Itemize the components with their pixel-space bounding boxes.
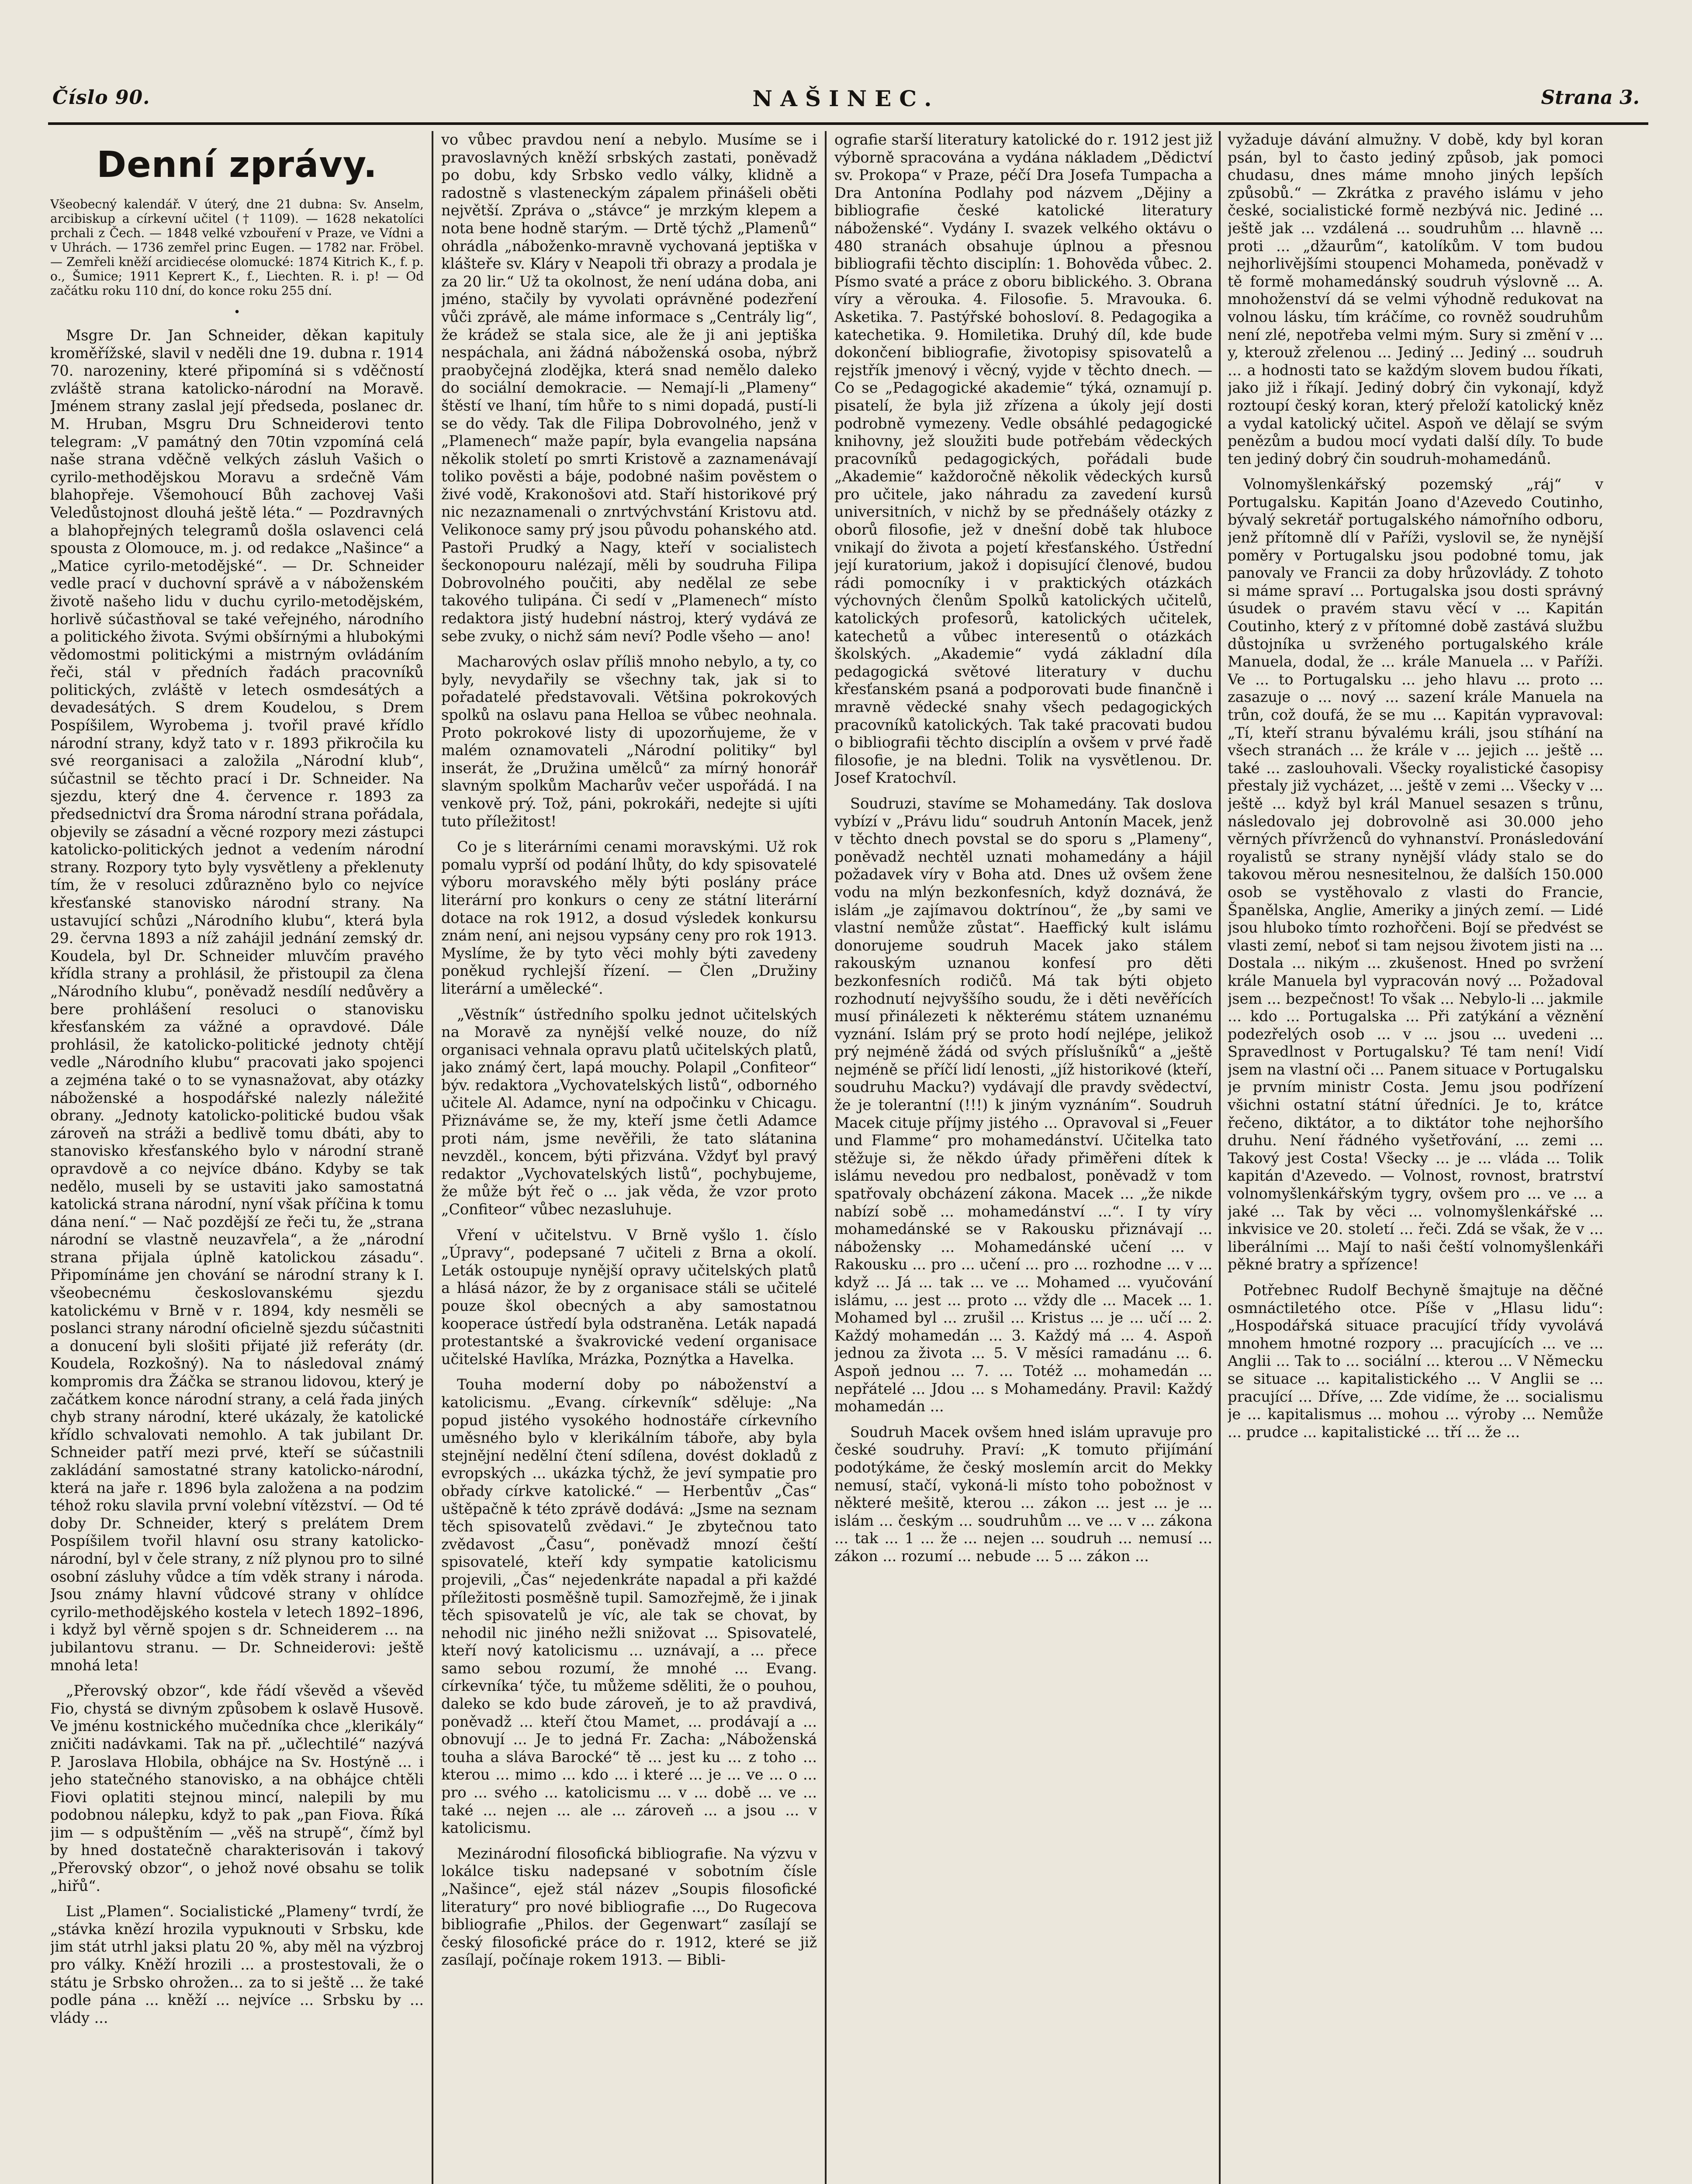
article-plameny: List „Plamen“. Socialistické „Plameny“ tvrdí, že „stávka knězí hrozila vypuknouti v Srbsku, kde jim stát utrhl jaksi platu 20 %, aby měl na výzbroj pro války. Kněží hrozili ... a prostestovali, že o státu je Srbsko ohrožen... za to si ještě ... že také podle pána ... kněží ... nejvíce ... Srbsku by ... vlády ... [50,1903,424,2026]
article-islam-cont: vyžaduje dávání almužny. V době, kdy byl koran psán, byl to často jediný způsob, jak pomoci chudasu, dnes máme mnoho jiných lepších způsobů.“ — Zkrátka z pravého islámu v jeho české, socialistické formě nezbývá nic. Jediné ... ještě jak ... vzdálená ... soudruhům ... hlavně ... proti ... „džaurům“, katolíkům. V tom budou nejhorlivějšími stoupenci Mohameda, poněvadž v tě formě mohamedánský soudruh výslovně ... A. mnohoženství dá se velmi výhodně redukovat na volnou lásku, tím kráčíme, co rovněž soudruhům není zlé, nepotřeba velmi mým. Sury si změní v ... y, kterouž zřelenou ... Jediný ... Jediný ... soudruh ... a hodnosti tato se každým slovem budou říkati, jako již i říkají. Jediný dobrý čin vykonají, když roztoupí český koran, který přeloží katolický kněz a vydal katolický učitel. Aspoň ve dělají se svým penězům a budou mocí vydati další díly. To bude ten jediný dobrý čin soudruh-mohamedánů. [1228,131,1603,467]
newspaper-name: NAŠINEC. [752,86,940,111]
article-vreni-v-ucitelstvu: Vření v učitelstvu. V Brně vyšlo 1. číslo „Úpravy“, podepsané 7 učiteli z Brna a okolí. Leták ostoupuje nynější opravy učitelských platů a hlásá názor, že by z organisace stáli se učitelé pouze škol obecných a aby samostatnou kooperace ústředí byla odstraněna. Leták napadá protestantské a švakrovické vedení organisace učitelské Havlíka, Mrázka, Poznýtka a Havelka. [441,1226,817,1368]
article-touha-moderni-doby: Touha moderní doby po náboženství a katolicismu. „Evang. církevník“ sděluje: „Na popud jistého vysokého hodnostáře církevního uměsného bylo v klerikálním táboře, aby byla stejnějní nedělní čtení sdílena, dovést dokladů z evropských ... ukázka týchž, že jeví sympatie pro obřady církve katolické.“ — Herbentův „Čas“ uštěpačně k této zprávě dodává: „Jsme na seznam těch spisovatelů zvědavi.“ Je zbytečnou tato zvědavost „Času“, poněvadž mnozí čeští spisovatelé, kteří kdy sympatie katolicismu projevili, „Čas“ nejedenkráte napadal a při každé příležitosti posměšně tupil. Samozřejmě, že i jinak těch spisovatelů je víc, ale tak se chovat, by nehodil nic jiného nežli snižovat ... Spisovatelé, kteří nový katolicismu ... uznávají, a ... přece samo sebou rozumí, že mnohé ... Evang. církevníka‘ týče, tu můžeme sděliti, že o pouhou, daleko se kdo bude zároveň, je to až pravdivá, poněvadž ... kteří čtou Mamet, ... prodávají a ... obnovují ... Je to jedná Fr. Zacha: „Náboženská touha a sláva Barocké“ tě ... jest ku ... z toho ... kterou ... mimo ... kdo ... i které ... je ... ve ... o ... pro ... svého ... katolicismu ... v ... době ... ve ... také ... nejen ... ale ... zároveň ... a jsou ... v katolicismu. [441,1376,817,1837]
column-3 [834,131,1212,2184]
calendar-block [50,197,424,298]
article-filosoficka-bibliografie: Mezinárodní filosofická bibliografie. Na výzvu v lokálce tisku nadepsané v sobotním čísle „Našince“, ejež stál název „Soupis filosofické literatury“ pro nové bibliografie ..., Do Rugecova bibliografie „Philos. der Gegenwart“ zasílají se český filosofické práce do r. 1912, které se již zasílají, počínaje rokem 1913. — Bibli- [441,1845,817,1969]
article-portugalsko: Volnomyšlenkářský pozemský „ráj“ v Portugalsku. Kapitán Joano d'Azevedo Coutinho, bývalý sekretář portugalského námořního odboru, jenž přítomně dlí v Paříži, vyslovil se, že nynější poměry v Portugalsku jsou podobné tomu, jak panovaly ve Francii za doby hrůzovlády. Z tohoto si máme spraví ... Portugalska jsou dosti správný úsudek o pravém stavu věcí v ... Kapitán Coutinho, který z v přítomné době zastává službu důstojníka u svrženého portugalského krále Manuela, dodal, že ... krále Manuela ... v Paříži. Ve ... to Portugalsku ... jeho hlavu ... proto ... zasazuje o ... nový ... sazení krále Manuela na trůn, což doufá, že se mu ... Kapitán vypravoval: „Tí, kteří stranu bývalému králi, jsou stíhání na všech stranách ... že krále v ... jejich ... ještě ... také ... zaslouhovali. Všecky royalistické časopisy přestaly již vycházet, ... ještě v zemi ... Všecky v ... ještě ... když byl král Manuel sesazen s trůnu, následovalo jej dobrovolně asi 30.000 jeho věrných přívrženců do vyhnanství. Pronásledování royalistů se strany nynější vlády stalo se do takovou měrou nesnesitelnou, že dalších 150.000 osob se vystěhovalo z vlasti do Francie, Španělska, Anglie, Ameriky a jiných zemí. — Lidé jsou hluboko tímto rozhořčeni. Bojí se předvést se vlasti zemí, neboť si tam nejsou životem jisti na ... Dostala ... nikým ... zkušenost. Hned po svržení krále Manuela byl vypracován nový ... Požadoval jsem ... bezpečnost! To však ... Nebylo-li ... jakmile ... kdo ... Portugalska ... Při zatýkání a věznění podezřelých osob ... v ... jsou ... uvedeni ... Spravedlnost v Portugalsku? Té tam není! Vidí jsem na vlastní oči ... Panem situace v Portugalsku je prvním ministr Costa. Jemu jsou podřízení všichni ostatní státní úředníci. Je to, krátce řečeno, diktátor, a to diktátor tohe nejhoršího druhu. Není řádného vyšetřování, ... zemi ... Takový jest Costa! Všecky ... je ... vláda ... Tolik kapitán d'Azevedo. — Volnost, rovnost, bratrství volnomyšlenkářským tygry, ovšem pro ... ve ... a jaké ... Tak by věci ... volnomyšlenkářské ... inkvisice ve 20. století ... řeči. Zdá se však, že v ... liberálními ... Mají to naši čeští volnomyšlenkáři pěkné bratry a spřízence! [1228,476,1603,1273]
article-prerovsky-obzor: „Přerovský obzor“, kde řádí vševěd a vševěd Fio, chystá se divným způsobem k oslavě Husově. Ve jménu kostnického mučedníka chce „klerikály“ zničiti nadávkami. Tak na př. „učlechtilé“ nazývá P. Jaroslava Hlobila, obhájce na Sv. Hostýně ... i jeho statečného stanovisko, a na obhájce chtěli Fiovi oplatiti stejnou mincí, nalepili by mu podobnou nálepku, když to pak „pan Fiova. Říká jim — s odpuštěním — „věš na strupě“, čímž byl by hned dostatečně charakterisován i takový „Přerovský obzor“, o jehož nové obsahu se tolik „hiřů“. [50,1682,424,1894]
page-header [52,83,1640,114]
article-soudruzi-mohamedani: Soudruzi, stavíme se Mohamedány. Tak doslova vybízí v „Právu lidu“ soudruh Antonín Macek, jenž v těchto dnech povstal se do sporu s „Plameny“, poněvadž nechtěl uznati mohamedány a hájil požadavek víry v Boha atd. Dnes už ovšem žene vodu na mlýn bezkonfesních, když doznává, že islám „je zajímavou doktrínou“, že „by sami ve vlastní nemůže zůstat“. Haeffický kult islámu donorujeme soudruh Macek jako stálem rakouským uznanou konfesí pro děti bezkonfesních rodičů. Má tak býti objeto rozhodnutí nejvyššího soudu, že i děti nevěřících musí přinálezeti k některému státem uznanému vyznání. Islám prý se proto hodí nejlépe, jelikož prý nejméně žádá od svých příslušníků“ a „ještě nejméně se příčí lidí lenosti, „jíž historikové (kteří, soudruhu Macku?) vydávají dle pravdy svědectví, že je tolerantní (!!!) k jiným vyznáním“. Soudruh Macek cituje příjmy jistého ... Opravoval si „Feuer und Flamme“ pro mohamedánství. Učitelka tato stěžuje si, že někdo úřady přiměřeni dítek k islámu nevedou pro nedbalost, poněvadž v tom spatřovaly obcházení zákona. Macek ... „že nikde nabízí sobě ... mohamedánství ...“. I ty víry mohamedánské se v Rakousku přiznávají ... nábožensky ... Mohamedánské učení ... v Rakousku ... pro ... učení ... pro ... rozhodne ... v ... když ... Já ... tak ... ve ... Mohamed ... vyučování islámu, ... jest ... proto ... vždy dle ... Macek ... 1. Mohamed byl ... zrušil ... Kristus ... je ... učí ... 2. Každý mohamedán ... 3. Každý má ... 4. Aspoň jednou za života ... 5. V měsíci ramadánu ... 6. Aspoň jednou ... 7. ... Totéž ... mohamedán ... nepřátelé ... Jdou ... s Mohamedány. Pravil: Každý mohamedán ... [834,795,1212,1415]
column-divider [432,131,433,2184]
issue-number: Číslo 90. [52,86,150,109]
article-bechyne: Potřebnec Rudolf Bechyně šmajtuje na děčné osmnáctiletého otce. Píše v „Hlasu lidu“: „Hospodářská situace pracující třídy vyvolává mnohem hmotné rozpory ... pracujících ... ve ... Anglii ... Tak to ... sociální ... kterou ... V Německu se situace ... kapitalistického ... V Anglii se ... pracující ... Dříve, ... Zde vidíme, že ... socialismu je ... kapitalismus ... mohou ... výroby ... Nemůže ... prudce ... kapitalistické ... tří ... že ... [1228,1282,1603,1441]
article-macharovy-oslavy: Macharových oslav příliš mnoho nebylo, a ty, co byly, nevydařily se všechny tak, jak si to pořadatelé představovali. Většina pokrokových spolků na oslavu pana Helloa se vůbec neohnala. Proto pokrokové listy di upozorňujeme, že v malém oznamovateli „Národní politiky“ byl inserát, že „Družina umělců“ za mírný honorář slavným spolkům Macharův večer uspořádá. I na venkově prý. Tož, páni, pokrokáři, nedejte si ujíti tuto příležitost! [441,653,817,830]
article-bibliografie-cont: ografie starší literatury katolické do r. 1912 jest již výborně spracována a vydána nákladem „Dědictví sv. Prokopa“ v Praze, péčí Dra Josefa Tumpacha a Dra Antonína Podlahy pod názvem „Dějiny a bibliografie české katolické literatury náboženské“. Vydány I. svazek velkého oktávu o 480 stranách obsahuje úplnou a přesnou bibliografii těchto disciplín: 1. Bohověda vůbec. 2. Písmo svaté a práce z oboru biblického. 3. Obrana víry a věrouka. 4. Filosofie. 5. Mravouka. 6. Asketika. 7. Pastýřské bohosloví. 8. Pedagogika a katechetika. 9. Homiletika. Druhý díl, kde bude dokončení bibliografie, životopisy spisovatelů a rejstřík jmenový i věcný, vyjde v těchto dnech. — Co se „Pedagogické akademie“ týká, oznamují p. pisatelí, že byla již zřízena a úkoly její dosti podrobně vymezeny. Vedle obsáhlé pedagogické knihovny, jež sloužiti bude potřebám vědeckých pracovníků pedagogických, pořádali bude „Akademie“ každoročně několik vědeckých kursů pro učitele, jako náhradu za zavedení kursů universitních, v nichž by se přednášely otázky z oborů filosofie, jež v dnešní době tak hluboce vnikají do života a pojetí křesťanského. Ústřední její kuratorium, jakož i dopisující členové, budou rádi pomocníky i v praktických otázkách výchovných členům Spolků katolických učitelů, katolických profesorů, katolických učitelek, katechetů a vůbec interesentů o otázkách školských. „Akademie“ vydá základní díla pedagogická světové literatury v duchu křesťanském psaná a podporovati bude finančně i mravně vědecké snahy všech pedagogických pracovníků katolických. Tak také pracovati budou o bibliografii těchto disciplín a ovšem v prvé řadě filosofie, je na bledni. Tolik na vysvětlenou. Dr. Josef Kratochvíl. [834,131,1212,787]
page-number: Strana 3. [1541,86,1640,109]
section-title: Denní zprávy. [97,144,377,186]
separator-dot: • [233,306,241,319]
article-macek-islam: Soudruh Macek ovšem hned islám upravuje pro české soudruhy. Praví: „K tomuto přijímání podotýkáme, že český moslemín arcit do Mekky nemusí, stačí, vykoná-li místo toho pobožnost v některé mešitě, kterou ... zákon ... jest ... je ... islám ... českým ... soudruhům ... ve ... v ... zákona ... tak ... 1 ... že ... nejen ... soudruh ... nemusí ... zákon ... rozumí ... nebude ... 5 ... zákon ... [834,1423,1212,1565]
article-plameny-cont: vo vůbec pravdou není a nebylo. Musíme se i pravoslavných kněží srbských zastati, poněvadž po dobu, kdy Srbsko vedlo války, klidně a radostně s vlasteneckým zápalem přinášeli oběti největší. Zpráva o „stávce“ je mrzkým klepem a nota bene hodně starým. — Drtě týchž „Plamenů“ ohrádla „náboženko-mravně vychovaná jeptiška v klášteře sv. Kláry v Neapoli tři obrazy a prodala je za 20 lir.“ Už ta okolnost, že není udána doba, ani jméno, stačily by vyvolati oprávněné podezření vůči zprávě, ale máme informace s „Centrály lig“, že krádež se stala sice, ale že ji ani jeptiška nespáchala, ani žádná náboženská osoba, nýbrž praobyčejná zlodějka, která snad nemělo daleko do sociální demokracie. — Nemají-li „Plameny“ štěstí ve lhaní, tím hůře to s nimi dopadá, pustí-li se do vědy. Tak dle Filipa Dobrovolného, jenž v „Plamenech“ maže papír, byla evangelia napsána několik století po smrti Kristově a zaznamenávají toliko pověsti a báje, podobné našim pověstem o živé vodě, Krakonošovi atd. Staří historikové prý nic nezaznamenali o znrtvýchvstání Kristovu atd. Velikonoce samy prý jsou původu pohanského atd. Pastoři Prudký a Nagy, kteří v socialistech šeckonopouru nalézají, měli by soudruha Filipa Dobrovolného poučiti, aby nedělal ze sebe takového tulipána. Či sedí v „Plamenech“ místo redaktora jistý hudební nástroj, který vydává ze sebe zvuky, o nichž sám neví? Podle všeho — ano! [441,131,817,645]
article-schneider: Msgre Dr. Jan Schneider, děkan kapituly kroměřížské, slavil v neděli dne 19. dubna r. 1914 70. narozeniny, které připomíná si s vděčností zvláště strana katolicko-národní na Moravě. Jménem strany zaslal její předseda, poslanec dr. M. Hruban, Msgru Dru Schneiderovi tento telegram: „V památný den 70tin vzpomíná celá naše strana vděčně velkých zásluh Vašich o cyrilo-methodějskou Moravu a srdečně Vám blahopřeje. Všemohoucí Bůh zachovej Vaši Veledůstojnost dlouhá ještě léta.“ — Pozdravných a blahopřejných telegramů došla oslavenci celá spousta z Olomouce, m. j. od redakce „Našince“ a „Matice cyrilo-metodějské“. — Dr. Schneider vedle prací v duchovní správě a v náboženském životě našeho lidu v duchu cyrilo-metodějském, horlivě súčastňoval se také veřejného, národního a politického života. Svými obšírnými a hlubokými vědomostmi politickými a mistrným ovládáním řeči, stál v předních řadách pracovníků politických, zvláště v letech osmdesátých a devadesátých. S drem Koudelou, s Drem Pospíšilem, Wyrobema j. tvořil pravé křídlo národní strany, když tato v r. 1893 přikročila ku své reorganisaci a založila „Národní klub“, súčastnil se těchto prací i Dr. Schneider. Na sjezdu, který dne 4. července r. 1893 za předsednictví dra Šroma národní strana pořádala, objevily se zásadní a věcné rozpory mezi zástupci katolicko-politických jednot a vedením národní strany. Rozpory tyto byly vysvětleny a překlenuty tím, že v resoluci zdůrazněno bylo co nejvíce křesťanské stanovisko národní strany. Na ustavující schůzi „Národního klubu“, která byla 29. června 1893 a níž zahájil jednání zemský dr. Koudela, byl Dr. Schneider mluvčím pravého křídla strany a prohlásil, že přistoupil za člena „Národního klubu“, poněvadž nesdílí nedůvěry a bere prohlášení resoluci o stanovisku křesťanském za vážné a opravdové. Dále prohlásil, že katolicko-politické jednoty chtějí vedle „Národního klubu“ pracovati jako spojenci a zejména také o to se vynasnažovat, aby otázky náboženské a hospodářské nalezly náležité obrany. „Jednoty katolicko-politické budou však zároveň na stráži a bedlivě tomu dbáti, aby to stanovisko křesťanského bylo v národní straně opravdově a co nejvíce dbáno. Kdyby se tak nedělo, museli by se ustaviti jako samostatná katolická strana národní, nyní však příčina k tomu dána není.“ — Nač pozdější ze řeči tu, že „strana národní se vlastně neuzavřela“, a že „národní strana přijala úplně katolickou zásadu“. Připomínáme jen chování se národní strany k I. všeobecnému českoslovanskému sjezdu katolickému v Brně v r. 1894, kdy nesměli se poslanci strany národní oficielně sjezdu súčastniti a donucení byli slošiti přijaté již referáty (dr. Koudela, Rozkošný). Na to následoval známý kompromis dra Žáčka se stranou lidovou, který je začátkem konce národní strany, a celá řada jiných chyb strany národní, které ukázaly, že katolické křídlo schvalovati nemohlo. A tak jubilant Dr. Schneider patří mezi prvé, kteří se súčastnili zakládání samostatné strany katolicko-národní, která na jaře r. 1896 byla založena a na podzim téhož roku slavila první volební vítězství. — Od té doby Dr. Schneider, který s prelátem Drem Pospíšilem tvořil hlavní osu strany katolicko-národní, byl v čele strany, z níž plynou pro to silné osobní zásluhy vůdce a tím vděk strany i národa. Jsou známy hlavní vůdcové strany v ohlídce cyrilo-methodějského kostela v letech 1892–1896, i když byl věrně spojen s dr. Schneiderem ... na jubilantovu stranu. — Dr. Schneiderovi: ještě mnohá leta! [50,327,424,1674]
header-rule [48,122,1648,125]
column-divider [1219,131,1221,2184]
column-4 [1228,131,1603,2184]
column-divider [825,131,827,2184]
column-1 [50,131,424,2184]
calendar-text: Všeobecný kalendář. V úterý, dne 21 dubna: Sv. Anselm, arcibiskup a církevní učitel († 1109). — 1628 nekatolíci prchali z Čech. — 1848 velké vzbouření v Praze, ve Vídni a v Uhrách. — 1736 zemřel princ Eugen. — 1782 nar. Fröbel. — Zemřeli kněží arcidiecése olomucké: 1874 Kitrich K., f. p. o., Šumice; 1911 Keprert K., f., Liechten. R. i. p! — Od začátku roku 110 dní, do konce roku 255 dní. [50,197,424,298]
article-literarni-ceny: Co je s literárními cenami moravskými. Už rok pomalu vyprší od podání lhůty, do kdy spisovatelé výboru moravského měly býti poslány práce literární pro konkurs o ceny ze státní literární dotace na rok 1912, a dosud výsledek konkursu znám není, ani nejsou vypsány ceny pro rok 1913. Myslíme, že by tyto věci mohly býti zavedeny poněkud rychlejší řízení. — Člen „Družiny literární a umělecké“. [441,838,817,997]
column-2 [441,131,817,2184]
article-vestnik: „Věstník“ ústředního spolku jednot učitelských na Moravě za nynější velké nouze, do níž organisaci vehnala opravu platů učitelských platů, jako známý čert, lapá mouchy. Polapil „Confiteor“ býv. redaktora „Vychovatelských listů“, odborného učitele Al. Adamce, nyní na odpočinku v Chicagu. Přiznáváme se, že my, kteří jsme četli Adamce proti nám, jsme nevěřili, že tato slátanina nevzděl., koncem, býti přizvána. Vždyť byl pravý redaktor „Vychovatelských listů“, pochybujeme, že může být řeč o ... jak věda, že vzor proto „Confiteor“ vůbec nezasluhuje. [441,1006,817,1218]
